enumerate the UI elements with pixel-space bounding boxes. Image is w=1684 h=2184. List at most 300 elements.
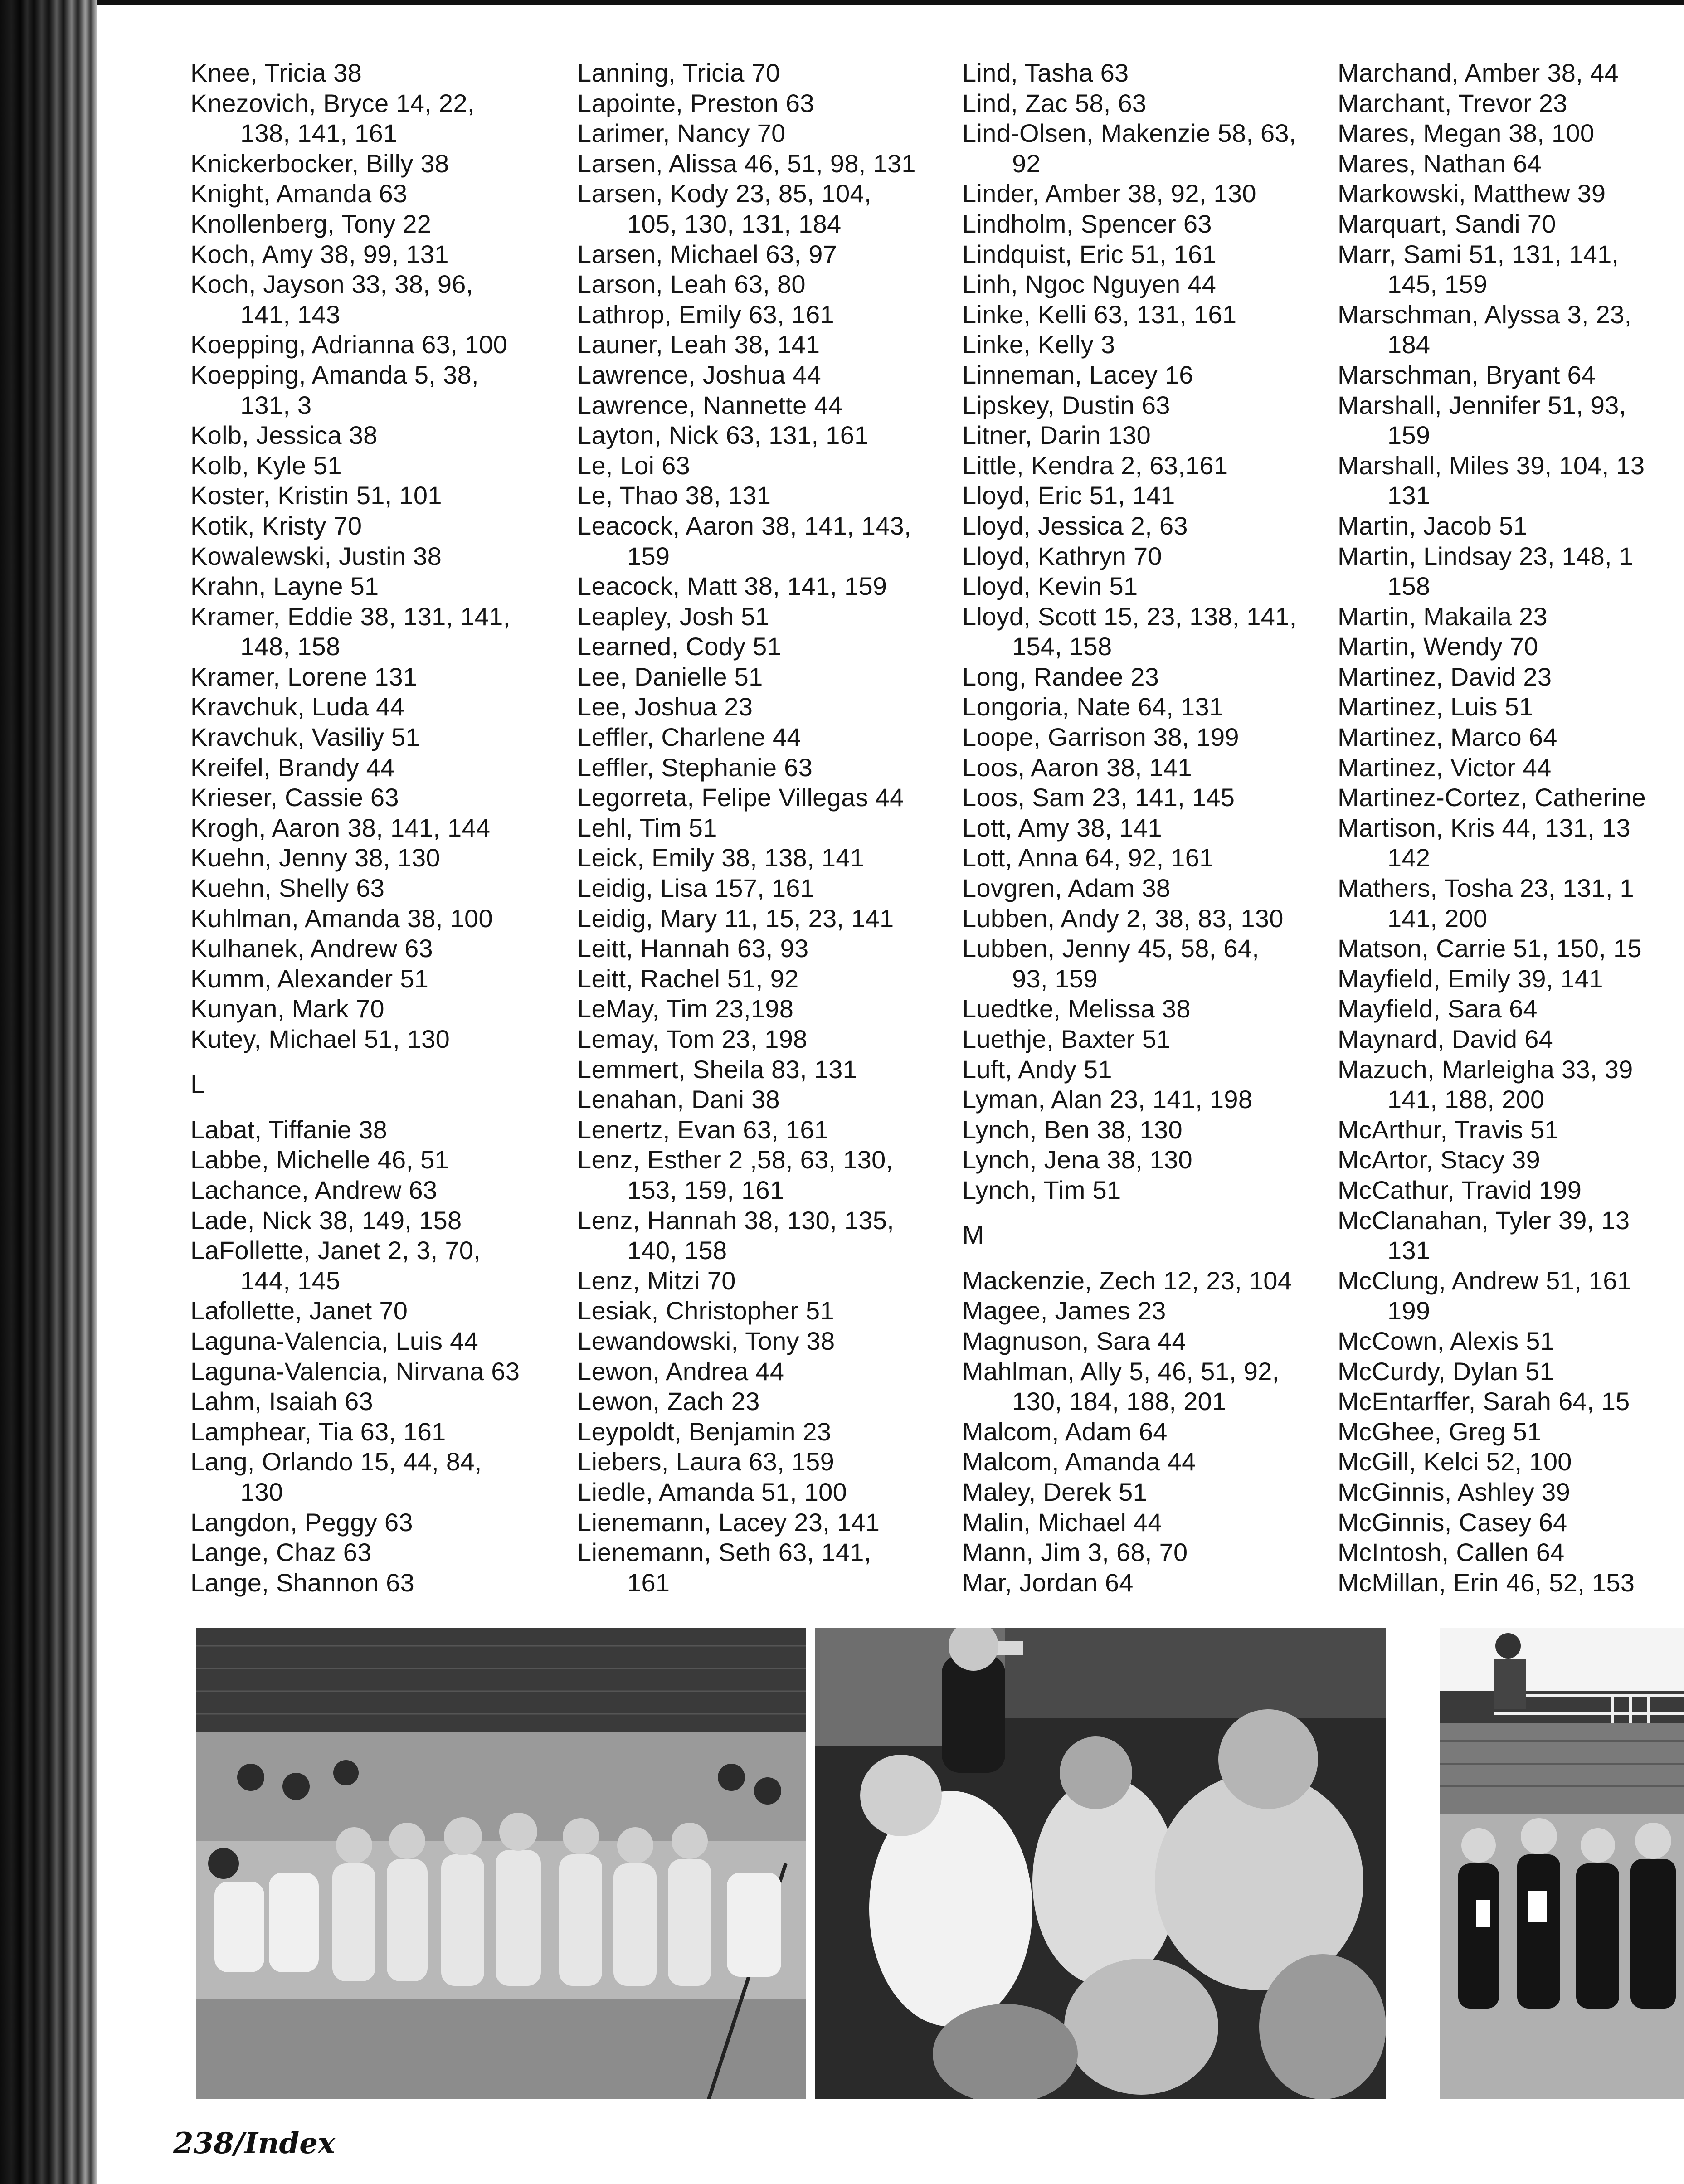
index-entry	[577, 753, 954, 783]
index-entry	[190, 209, 562, 239]
index-entry-text: Linke, Kelly 3	[962, 330, 1115, 359]
index-entry-text: Knezovich, Bryce 14, 22,	[190, 88, 475, 117]
index-entry	[577, 964, 954, 994]
index-entry	[962, 1447, 1338, 1477]
index-entry-text: Leapley, Josh 51	[577, 602, 770, 631]
index-entry-text: Mar, Jordan 64	[962, 1568, 1134, 1597]
index-entry	[962, 541, 1338, 572]
index-entry-text: Lott, Anna 64, 92, 161	[962, 843, 1214, 872]
index-entry	[962, 1145, 1338, 1175]
photo-team-gym	[196, 1628, 806, 2099]
index-entry-text: Martin, Wendy 70	[1338, 632, 1538, 661]
index-entry	[190, 843, 562, 873]
index-column-3	[962, 58, 1338, 1609]
index-entry	[190, 1115, 562, 1145]
index-entry-text: Lynch, Jena 38, 130	[962, 1145, 1193, 1174]
index-entry-text: McIntosh, Callen 64	[1338, 1538, 1565, 1567]
index-entry	[1338, 239, 1682, 300]
index-entry-text: Lang, Orlando 15, 44, 84,	[190, 1447, 482, 1476]
index-entry-continuation: 142	[1387, 843, 1431, 872]
index-entry-text: Martinez, Victor 44	[1338, 753, 1552, 782]
index-entry-text: Lenz, Hannah 38, 130, 135,	[577, 1206, 895, 1235]
index-entry	[190, 269, 562, 330]
index-entry-text: LaFollette, Janet 2, 3, 70,	[190, 1236, 481, 1265]
index-entry	[190, 360, 562, 420]
index-entry	[1338, 209, 1682, 239]
index-entry-text: Maley, Derek 51	[962, 1477, 1148, 1506]
index-entry	[190, 1145, 562, 1175]
index-entry	[190, 813, 562, 843]
index-entry	[962, 843, 1338, 873]
index-entry-text: Koch, Amy 38, 99, 131	[190, 239, 449, 268]
index-entry-text: Le, Loi 63	[577, 451, 690, 480]
index-entry	[577, 1417, 954, 1447]
index-entry	[1338, 118, 1682, 149]
index-entry-text: Koster, Kristin 51, 101	[190, 481, 442, 510]
index-entry	[962, 783, 1338, 813]
index-entry	[577, 1145, 954, 1205]
index-entry-text: Martison, Kris 44, 131, 13	[1338, 813, 1630, 842]
index-entry-text: Marchant, Trevor 23	[1338, 88, 1567, 117]
index-entry	[962, 1085, 1338, 1115]
index-entry-text: Lenahan, Dani 38	[577, 1085, 780, 1114]
index-entry	[1338, 541, 1682, 602]
index-entry-text: Lipskey, Dustin 63	[962, 390, 1170, 419]
index-entry	[190, 662, 562, 692]
index-entry	[962, 300, 1338, 330]
index-entry-text: Lahm, Isaiah 63	[190, 1387, 373, 1416]
index-entry	[1338, 1357, 1682, 1387]
index-entry	[577, 1206, 954, 1266]
index-entry-text: Leacock, Matt 38, 141, 159	[577, 572, 887, 601]
index-entry	[1338, 179, 1682, 209]
index-entry-text: Kramer, Lorene 131	[190, 662, 418, 691]
index-entry	[190, 149, 562, 179]
index-entry-text: Lange, Chaz 63	[190, 1538, 372, 1567]
index-entry	[577, 692, 954, 722]
index-entry	[577, 330, 954, 360]
index-entry	[1338, 451, 1682, 511]
index-entry	[1338, 1386, 1682, 1417]
index-entry	[962, 209, 1338, 239]
index-entry-text: Larsen, Alissa 46, 51, 98, 131	[577, 149, 916, 178]
index-entry	[577, 88, 954, 119]
index-entry-text: Le, Thao 38, 131	[577, 481, 771, 510]
index-entry	[190, 239, 562, 270]
index-entry-text: Kowalewski, Justin 38	[190, 541, 442, 570]
index-entry-text: Malcom, Adam 64	[962, 1417, 1168, 1446]
index-entry	[1338, 1477, 1682, 1508]
index-entry	[962, 722, 1338, 753]
index-entry-text: Lloyd, Scott 15, 23, 138, 141,	[962, 602, 1297, 631]
index-entry-text: Liebers, Laura 63, 159	[577, 1447, 835, 1476]
index-entry-text: McCathur, Travid 199	[1338, 1175, 1582, 1204]
index-entry-text: Martin, Makaila 23	[1338, 602, 1548, 631]
index-entry-text: Malin, Michael 44	[962, 1508, 1162, 1537]
index-entry	[190, 451, 562, 481]
index-entry	[577, 179, 954, 239]
section-letter: L	[190, 1069, 205, 1099]
index-entry	[577, 571, 954, 602]
index-entry-text: Leidig, Lisa 157, 161	[577, 874, 815, 903]
index-entry	[1338, 692, 1682, 722]
index-entry	[577, 1386, 954, 1417]
index-entry-text: Launer, Leah 38, 141	[577, 330, 820, 359]
index-entry	[190, 783, 562, 813]
index-entry	[1338, 300, 1682, 360]
index-entry-continuation: 141, 143	[240, 300, 341, 329]
index-entry-text: Lyman, Alan 23, 141, 198	[962, 1085, 1253, 1114]
index-entry-text: Lienemann, Lacey 23, 141	[577, 1508, 880, 1537]
index-entry-text: McCurdy, Dylan 51	[1338, 1357, 1554, 1386]
index-entry-continuation: 153, 159, 161	[627, 1175, 784, 1204]
index-entry-text: Layton, Nick 63, 131, 161	[577, 421, 869, 450]
index-entry	[190, 511, 562, 541]
index-entry-text: Maynard, David 64	[1338, 1025, 1553, 1053]
index-entry-text: Krogh, Aaron 38, 141, 144	[190, 813, 491, 842]
index-entry	[962, 934, 1338, 994]
index-entry-text: Mares, Nathan 64	[1338, 149, 1542, 178]
index-entry	[1338, 1115, 1682, 1145]
index-entry-text: Marr, Sami 51, 131, 141,	[1338, 239, 1619, 268]
index-entry	[190, 753, 562, 783]
index-entry-text: Lathrop, Emily 63, 161	[577, 300, 834, 329]
index-entry-text: Larsen, Michael 63, 97	[577, 239, 837, 268]
index-entry	[962, 1417, 1338, 1447]
index-entry	[190, 934, 562, 964]
top-rule	[0, 0, 1684, 5]
index-entry	[962, 179, 1338, 209]
book-binding-edge	[0, 0, 97, 2184]
index-entry-text: Kutey, Michael 51, 130	[190, 1025, 450, 1053]
index-entry	[962, 1175, 1338, 1206]
index-entry-continuation: 130, 184, 188, 201	[1012, 1387, 1226, 1416]
index-entry-text: Marshall, Miles 39, 104, 13	[1338, 451, 1645, 480]
index-entry-text: Lenertz, Evan 63, 161	[577, 1115, 829, 1144]
index-entry	[190, 541, 562, 572]
index-entry-text: Mahlman, Ally 5, 46, 51, 92,	[962, 1357, 1280, 1386]
index-entry	[962, 1326, 1338, 1357]
index-entry	[577, 300, 954, 330]
index-entry	[962, 813, 1338, 843]
index-entry-text: McMillan, Erin 46, 52, 153	[1338, 1568, 1635, 1597]
index-entry-text: Kunyan, Mark 70	[190, 994, 384, 1023]
index-entry	[1338, 753, 1682, 783]
index-entry	[577, 1447, 954, 1477]
index-entry-text: Linder, Amber 38, 92, 130	[962, 179, 1256, 208]
index-entry-text: Magnuson, Sara 44	[962, 1326, 1186, 1355]
index-entry-continuation: 131	[1387, 481, 1431, 510]
index-entry-text: Malcom, Amanda 44	[962, 1447, 1196, 1476]
index-entry-text: Long, Randee 23	[962, 662, 1159, 691]
index-entry-text: Larsen, Kody 23, 85, 104,	[577, 179, 871, 208]
index-entry-text: Larson, Leah 63, 80	[577, 270, 806, 299]
index-entry-text: Lawrence, Joshua 44	[577, 360, 822, 389]
index-entry-text: McClanahan, Tyler 39, 13	[1338, 1206, 1630, 1235]
index-entry-text: Little, Kendra 2, 63,161	[962, 451, 1228, 480]
index-entry	[577, 360, 954, 390]
index-entry-text: LeMay, Tim 23,198	[577, 994, 794, 1023]
index-entry	[1338, 1266, 1682, 1326]
index-entry	[962, 420, 1338, 451]
index-entry-text: Lapointe, Preston 63	[577, 88, 814, 117]
index-entry	[577, 1296, 954, 1326]
index-listing	[190, 58, 1682, 1609]
index-entry-text: Kolb, Jessica 38	[190, 421, 378, 450]
index-entry-text: Martin, Jacob 51	[1338, 511, 1528, 540]
index-entry-text: Koepping, Amanda 5, 38,	[190, 360, 479, 389]
index-entry-text: Marchand, Amber 38, 44	[1338, 58, 1619, 87]
index-entry	[577, 58, 954, 88]
index-entry-text: McEntarffer, Sarah 64, 15	[1338, 1387, 1630, 1416]
index-entry	[962, 239, 1338, 270]
index-column-4	[1338, 58, 1682, 1609]
index-entry	[1338, 1145, 1682, 1175]
index-entry	[1338, 934, 1682, 964]
index-entry-text: Marschman, Bryant 64	[1338, 360, 1596, 389]
index-entry-text: Markowski, Matthew 39	[1338, 179, 1606, 208]
index-entry-text: Knickerbocker, Billy 38	[190, 149, 449, 178]
index-entry-continuation: 148, 158	[240, 632, 341, 661]
index-entry	[1338, 511, 1682, 541]
index-entry-text: McGinnis, Casey 64	[1338, 1508, 1567, 1537]
index-entry-text: Koepping, Adrianna 63, 100	[190, 330, 508, 359]
index-entry-text: Martinez, Luis 51	[1338, 692, 1533, 721]
index-entry	[577, 1085, 954, 1115]
index-entry-text: Kreifel, Brandy 44	[190, 753, 395, 782]
index-entry	[962, 571, 1338, 602]
index-entry-text: Leitt, Hannah 63, 93	[577, 934, 809, 963]
index-entry	[577, 1024, 954, 1055]
index-entry-text: Knollenberg, Tony 22	[190, 209, 432, 238]
index-entry	[577, 239, 954, 270]
index-entry-text: Marshall, Jennifer 51, 93,	[1338, 390, 1626, 419]
index-entry	[962, 994, 1338, 1024]
index-entry	[577, 602, 954, 632]
index-entry-text: Loos, Sam 23, 141, 145	[962, 783, 1235, 812]
index-entry-text: Kuehn, Jenny 38, 130	[190, 843, 440, 872]
index-entry-text: Martinez, David 23	[1338, 662, 1552, 691]
index-entry-continuation: 161	[627, 1568, 670, 1597]
index-column-2	[577, 58, 954, 1609]
index-entry	[577, 511, 954, 571]
index-entry	[1338, 813, 1682, 873]
index-entry	[962, 692, 1338, 722]
index-entry-text: Lynch, Ben 38, 130	[962, 1115, 1183, 1144]
index-entry-continuation: 158	[1387, 572, 1431, 601]
index-entry-text: Kuhlman, Amanda 38, 100	[190, 904, 493, 933]
index-entry-text: Lindholm, Spencer 63	[962, 209, 1212, 238]
index-entry	[577, 722, 954, 753]
index-entry	[577, 1477, 954, 1508]
index-entry	[1338, 662, 1682, 692]
index-entry-text: Lenz, Esther 2 ,58, 63, 130,	[577, 1145, 893, 1174]
index-entry	[1338, 1326, 1682, 1357]
index-entry-text: Laguna-Valencia, Luis 44	[190, 1326, 479, 1355]
index-entry-text: Krahn, Layne 51	[190, 572, 379, 601]
index-entry-text: Lynch, Tim 51	[962, 1175, 1121, 1204]
index-entry	[577, 1357, 954, 1387]
index-entry	[190, 1175, 562, 1206]
index-entry	[577, 1508, 954, 1538]
index-entry-text: Langdon, Peggy 63	[190, 1508, 413, 1537]
index-entry	[962, 360, 1338, 390]
index-entry	[1338, 390, 1682, 451]
index-entry	[962, 1357, 1338, 1417]
index-entry	[962, 662, 1338, 692]
index-entry-text: Labat, Tiffanie 38	[190, 1115, 388, 1144]
index-entry	[577, 390, 954, 421]
index-entry-text: Mathers, Tosha 23, 131, 1	[1338, 874, 1634, 903]
index-entry-text: Kravchuk, Luda 44	[190, 692, 405, 721]
index-entry-continuation: 140, 158	[627, 1236, 727, 1265]
index-entry	[190, 994, 562, 1024]
index-entry	[577, 813, 954, 843]
index-entry-text: Lewandowski, Tony 38	[577, 1326, 835, 1355]
index-entry-text: Kolb, Kyle 51	[190, 451, 342, 480]
index-entry-text: Luedtke, Melissa 38	[962, 994, 1191, 1023]
index-entry-text: Leypoldt, Benjamin 23	[577, 1417, 832, 1446]
index-entry-continuation: 144, 145	[240, 1266, 341, 1295]
index-entry-text: Lloyd, Eric 51, 141	[962, 481, 1175, 510]
index-entry-text: Kuehn, Shelly 63	[190, 874, 385, 903]
index-entry-text: Lemay, Tom 23, 198	[577, 1025, 808, 1053]
index-entry	[1338, 149, 1682, 179]
index-entry-continuation: 159	[627, 541, 670, 570]
index-entry-text: Leidig, Mary 11, 15, 23, 141	[577, 904, 894, 933]
index-entry-text: Lee, Joshua 23	[577, 692, 753, 721]
index-entry-continuation: 93, 159	[1012, 964, 1098, 993]
index-entry	[962, 1508, 1338, 1538]
index-entry-text: Lehl, Tim 51	[577, 813, 717, 842]
index-entry	[962, 1266, 1338, 1296]
index-entry-text: McCown, Alexis 51	[1338, 1326, 1555, 1355]
index-entry	[577, 632, 954, 662]
index-entry-text: Lesiak, Christopher 51	[577, 1296, 834, 1325]
index-entry-text: Magee, James 23	[962, 1296, 1166, 1325]
index-entry-text: McGinnis, Ashley 39	[1338, 1477, 1571, 1506]
index-entry	[1338, 360, 1682, 390]
index-entry-text: Lanning, Tricia 70	[577, 58, 780, 87]
index-entry-text: Luft, Andy 51	[962, 1055, 1112, 1084]
index-entry	[1338, 602, 1682, 632]
index-column-1	[190, 58, 562, 1609]
index-entry-text: Martinez-Cortez, Catherine	[1338, 783, 1646, 812]
index-entry	[190, 179, 562, 209]
index-entry-continuation: 154, 158	[1012, 632, 1112, 661]
index-entry	[962, 58, 1338, 88]
index-entry-text: Lloyd, Kathryn 70	[962, 541, 1162, 570]
index-entry-text: Linneman, Lacey 16	[962, 360, 1193, 389]
index-entry	[577, 783, 954, 813]
index-entry-text: Learned, Cody 51	[577, 632, 782, 661]
index-entry-continuation: 199	[1387, 1296, 1431, 1325]
index-entry-text: Lind-Olsen, Makenzie 58, 63,	[962, 119, 1296, 148]
index-entry	[190, 1326, 562, 1357]
index-entry	[190, 1357, 562, 1387]
index-entry	[577, 1537, 954, 1598]
index-entry	[1338, 783, 1682, 813]
index-entry-text: Lamphear, Tia 63, 161	[190, 1417, 446, 1446]
index-entry-text: Lloyd, Jessica 2, 63	[962, 511, 1188, 540]
index-entry	[190, 571, 562, 602]
photo-volleyball-huddle	[815, 1628, 1386, 2099]
index-entry-text: Kravchuk, Vasiliy 51	[190, 723, 420, 752]
index-entry-text: Lewon, Andrea 44	[577, 1357, 784, 1386]
index-entry	[190, 1296, 562, 1326]
index-entry-text: Lee, Danielle 51	[577, 662, 763, 691]
index-entry-text: Lenz, Mitzi 70	[577, 1266, 736, 1295]
index-entry-text: Koch, Jayson 33, 38, 96,	[190, 270, 473, 299]
index-entry	[1338, 873, 1682, 934]
index-entry-text: Lemmert, Sheila 83, 131	[577, 1055, 857, 1084]
index-entry	[577, 269, 954, 300]
index-entry	[962, 1115, 1338, 1145]
index-entry-text: Lade, Nick 38, 149, 158	[190, 1206, 462, 1235]
index-entry-continuation: 141, 188, 200	[1387, 1085, 1545, 1114]
index-entry-continuation: 184	[1387, 330, 1431, 359]
index-entry	[962, 873, 1338, 904]
index-entry-text: Leffler, Charlene 44	[577, 723, 801, 752]
index-entry	[1338, 1055, 1682, 1115]
index-entry-text: Lubben, Jenny 45, 58, 64,	[962, 934, 1260, 963]
index-entry	[190, 904, 562, 934]
index-entry-text: Lawrence, Nannette 44	[577, 390, 843, 419]
index-entry-text: Lovgren, Adam 38	[962, 874, 1171, 903]
index-entry	[962, 904, 1338, 934]
index-entry-continuation: 130	[240, 1477, 283, 1506]
index-entry-text: Lind, Tasha 63	[962, 58, 1129, 87]
index-entry	[577, 843, 954, 873]
index-entry	[1338, 58, 1682, 88]
index-entry	[190, 873, 562, 904]
index-entry	[1338, 1537, 1682, 1568]
index-entry-text: Longoria, Nate 64, 131	[962, 692, 1224, 721]
index-entry	[190, 602, 562, 662]
index-entry-text: Lloyd, Kevin 51	[962, 572, 1138, 601]
index-entry	[190, 58, 562, 88]
index-entry-text: Kulhanek, Andrew 63	[190, 934, 433, 963]
index-entry-text: Labbe, Michelle 46, 51	[190, 1145, 449, 1174]
index-entry	[190, 1568, 562, 1598]
index-entry-continuation: 159	[1387, 421, 1431, 450]
index-entry	[962, 511, 1338, 541]
index-entry-text: Marquart, Sandi 70	[1338, 209, 1556, 238]
index-entry	[577, 1115, 954, 1145]
index-entry-text: Loope, Garrison 38, 199	[962, 723, 1239, 752]
index-entry-text: Linh, Ngoc Nguyen 44	[962, 270, 1217, 299]
index-entry-continuation: 141, 200	[1387, 904, 1488, 933]
index-entry	[962, 1477, 1338, 1508]
index-entry	[190, 1508, 562, 1538]
index-entry	[962, 390, 1338, 421]
index-entry-continuation: 131	[1387, 1236, 1431, 1265]
index-entry	[190, 1024, 562, 1055]
index-entry-text: Leitt, Rachel 51, 92	[577, 964, 799, 993]
index-entry	[1338, 1175, 1682, 1206]
index-entry-text: Lott, Amy 38, 141	[962, 813, 1162, 842]
index-entry	[1338, 632, 1682, 662]
index-entry	[190, 692, 562, 722]
index-entry	[962, 1537, 1338, 1568]
index-entry	[577, 1266, 954, 1296]
index-entry-text: Mann, Jim 3, 68, 70	[962, 1538, 1188, 1567]
index-entry	[190, 722, 562, 753]
index-entry	[577, 873, 954, 904]
index-entry-text: Liedle, Amanda 51, 100	[577, 1477, 847, 1506]
index-entry-text: McArtor, Stacy 39	[1338, 1145, 1541, 1174]
index-entry	[1338, 1024, 1682, 1055]
